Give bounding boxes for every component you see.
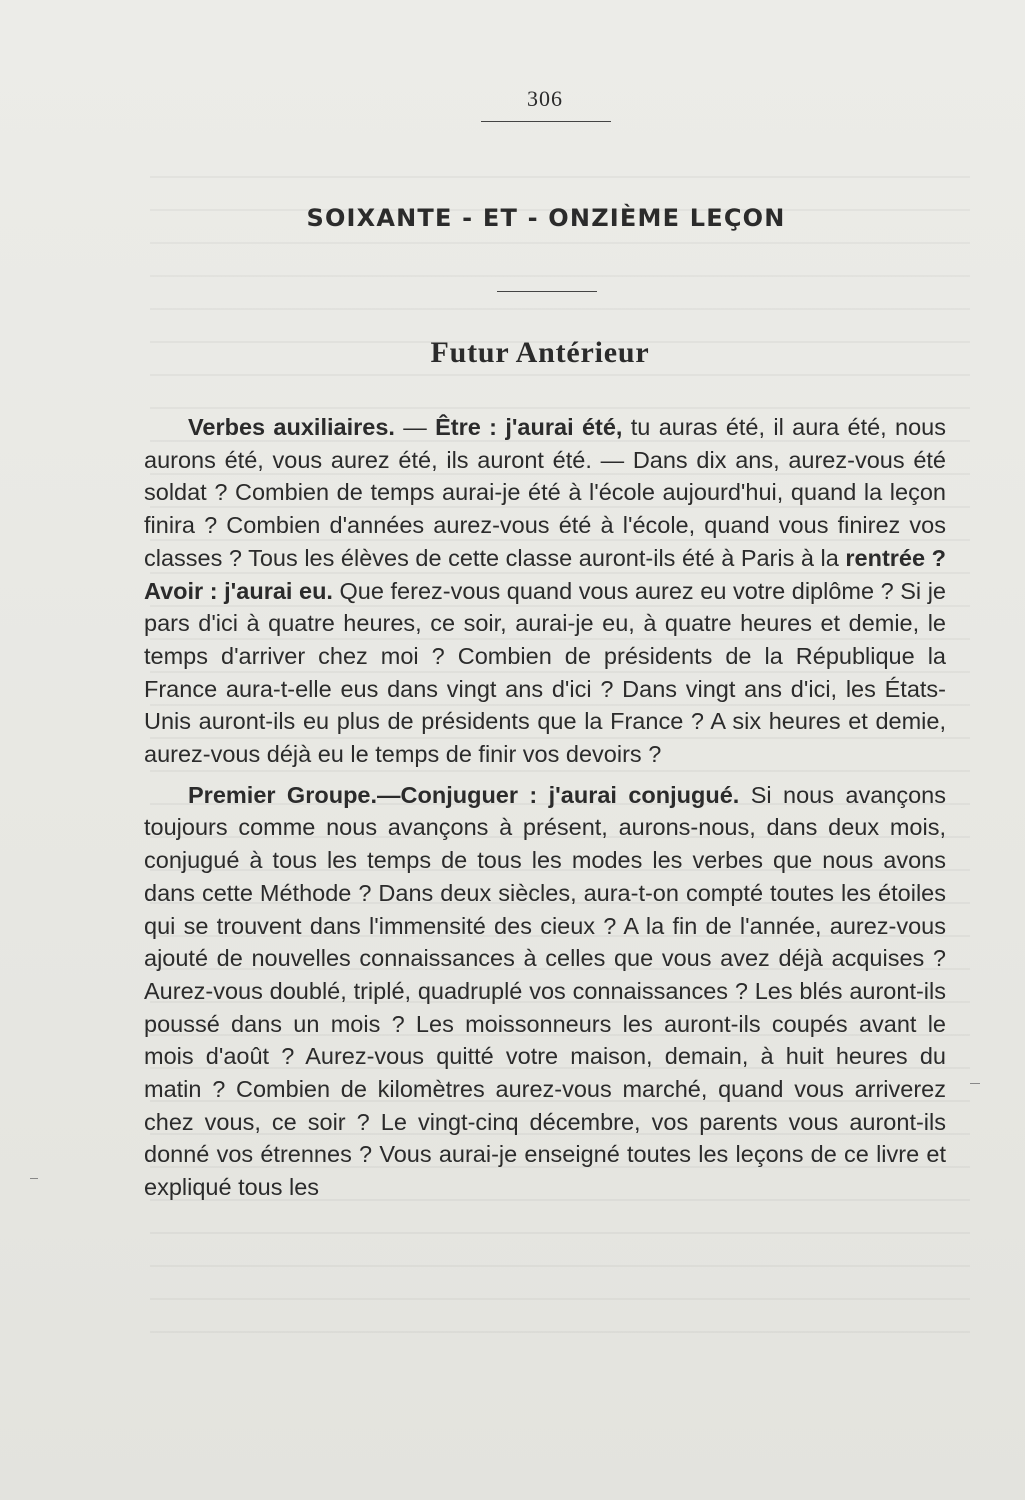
page-number: 306	[527, 86, 563, 111]
term-rentree: rentrée ?	[845, 544, 946, 571]
title-rule	[497, 291, 597, 292]
form-conjuguer: j'aurai conjugué.	[537, 781, 740, 808]
paragraph-lead: Verbes auxiliaires.	[188, 414, 395, 440]
text-run: Si nous avançons toujours comme nous avançons à présent, aurons-nous, dans deux mois, conjugué à tous les temps de tous les modes les verbes que nous avons dans cette Méthode ? Dans deux siècles, aura-t-on compté toutes les étoiles qui se trouvent dans l'immensité des cieux ? A la fin de l'année, aurez-vous ajouté de nouvelles connaissances à celles que vous avez déjà acquises ? Aurez-vous doublé, triplé, quadruplé vos connaissances ? Les blés auront-ils poussé dans un mois ? Les moissonneurs les auront-ils coupés avant le mois d'août ? Aurez-vous quitté votre maison, demain, à huit heures du matin ? Combien de kilomètres aurez-vous marché, quand vous arriverez chez vous, ce soir ? Le vingt-cinq décembre, vos parents vous auront-ils donné vos étrennes ? Vous aurai-je enseigné toutes les leçons de ce livre et expliqué tous les	[144, 781, 946, 1201]
form-avoir: j'aurai eu.	[217, 577, 333, 604]
term-avoir: Avoir :	[144, 577, 218, 604]
chapter-title: SOIXANTE - ET - ONZIÈME LEÇON	[306, 204, 786, 232]
term-etre: Être :	[435, 414, 497, 440]
text-run: tu auras été, il aura été, nous aurons été, vous aurez été, ils auront été. — Dans dix ans, aurez-vous été soldat ? Combien de temps aurai-je été à l'école aujourd'hui, quand la leçon finira ? Combien d'années aurez-vous été à l'école, quand vous finirez vos classes ? Tous les élèves de cette classe auront-ils été à Paris à la	[144, 414, 946, 571]
text-run: —	[394, 414, 436, 440]
margin-mark	[30, 1178, 38, 1179]
body-text	[144, 411, 946, 1204]
margin-mark	[970, 1083, 980, 1084]
paragraph-premier-groupe	[144, 779, 946, 1204]
section-title: Futur Antérieur	[430, 336, 650, 369]
paragraph-verbes-auxiliaires	[144, 411, 946, 771]
text-run: Que ferez-vous quand vous aurez eu votre diplôme ? Si je pars d'ici à quatre heures, ce soir, aurai-je eu, à quatre heures et demie, le temps d'arriver chez moi ? Combien de présidents de la République la France aura-t-elle eus dans vingt ans d'ici ? Dans vingt ans d'ici, les États-Unis auront-ils eu plus de présidents que la France ? A six heures et demie, aurez-vous déjà eu le temps de finir vos devoirs ?	[144, 577, 947, 768]
header-rule	[481, 121, 611, 122]
form-etre: j'aurai été,	[496, 414, 623, 440]
paragraph-lead: Premier Groupe.—Conjuguer :	[188, 781, 538, 808]
